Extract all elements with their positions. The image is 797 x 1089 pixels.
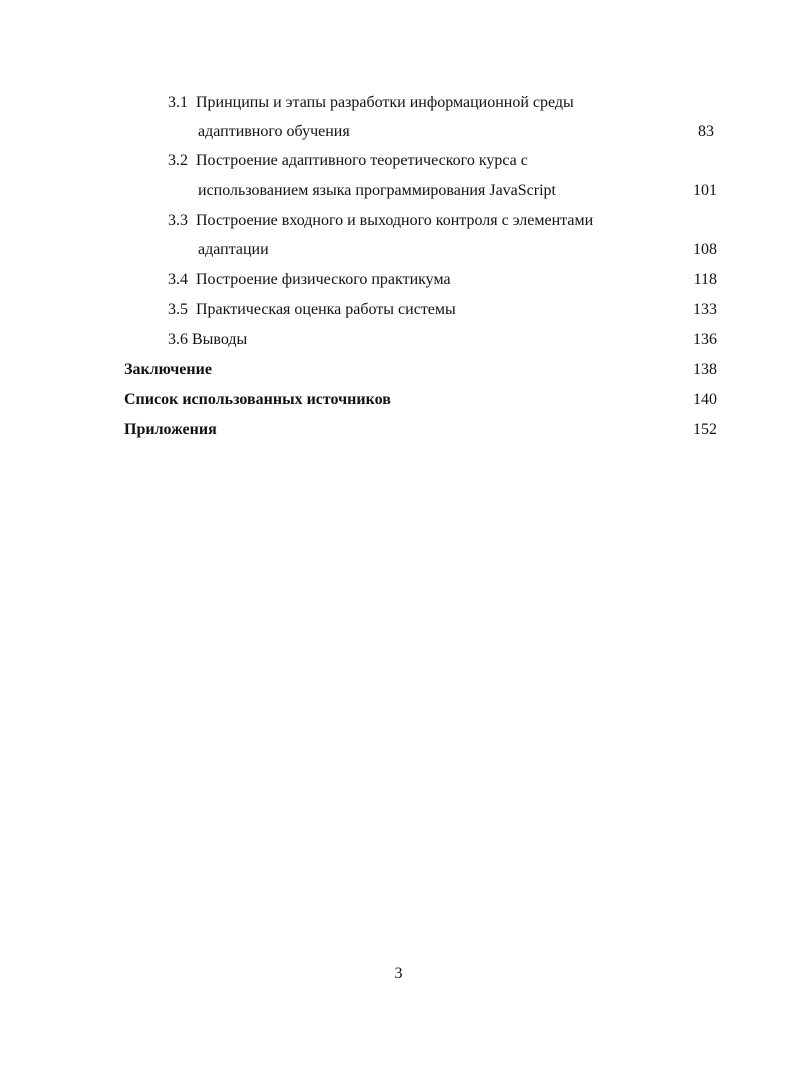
toc-page-number: 101 — [693, 182, 717, 199]
toc-page-number: 152 — [693, 421, 717, 438]
page-number-footer: 3 — [394, 965, 403, 982]
toc-entry-appendices: Приложения — [124, 421, 217, 438]
toc-entry-3-3-line2: адаптации — [198, 241, 269, 258]
toc-section-number: 3.5 — [168, 301, 188, 318]
toc-entry-conclusion: Заключение — [124, 361, 212, 378]
toc-page-number: 83 — [698, 123, 714, 140]
toc-section-number: 3.1 — [168, 94, 188, 111]
toc-entry-title: Построение физического практикума — [196, 271, 451, 288]
toc-entry-3-2-line2: использованием языка программирования JavaScript — [198, 182, 556, 199]
toc-entry-3-1-line2: адаптивного обучения — [198, 123, 350, 140]
toc-page-number: 138 — [693, 361, 717, 378]
toc-entry-3-6: 3.6 Выводы — [168, 331, 248, 348]
toc-entry-3-4 — [168, 270, 451, 290]
toc-entry-title: Построение входного и выходного контроля с элементами — [196, 212, 594, 229]
toc-page-number: 140 — [693, 391, 717, 408]
toc-page-number: 108 — [693, 241, 717, 258]
toc-page-number: 136 — [693, 331, 717, 348]
toc-entry-title: Принципы и этапы разработки информационной среды — [196, 94, 574, 111]
toc-section-number: 3.3 — [168, 212, 188, 229]
toc-entry-3-5 — [168, 300, 456, 320]
toc-section-number: 3.4 — [168, 271, 188, 288]
toc-section-number: 3.2 — [168, 152, 188, 169]
toc-page-number: 118 — [693, 271, 717, 288]
toc-entry-3-1-line1 — [168, 93, 574, 113]
toc-entry-references: Список использованных источников — [124, 391, 391, 408]
toc-entry-3-2-line1 — [168, 151, 528, 171]
toc-entry-title: Практическая оценка работы системы — [196, 301, 456, 318]
toc-entry-3-3-line1 — [168, 211, 593, 231]
toc-entry-title: Построение адаптивного теоретического курса с — [196, 152, 528, 169]
toc-page-number: 133 — [693, 301, 717, 318]
